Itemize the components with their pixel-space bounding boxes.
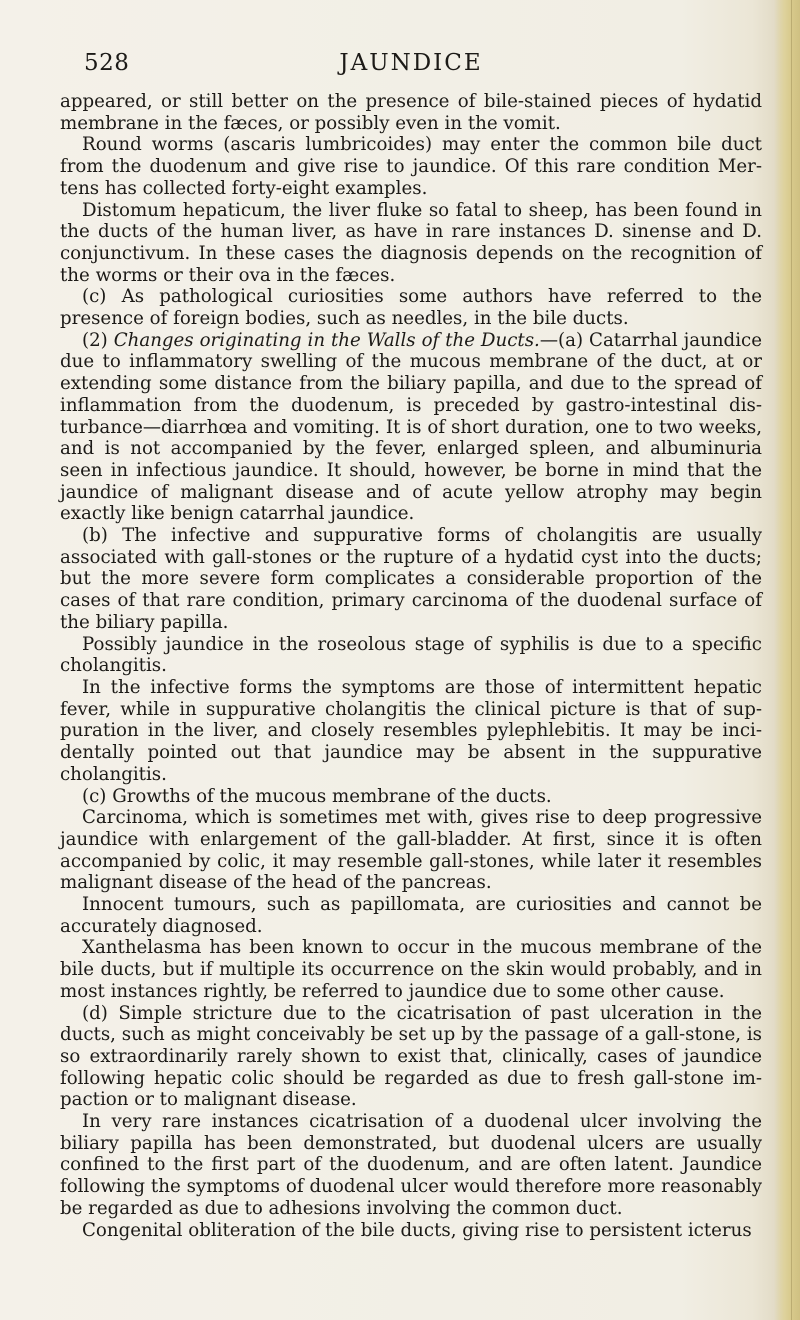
item-label: (c) xyxy=(82,785,107,807)
paragraph-growths: (c) Growths of the mucous membrane of the ducts. xyxy=(82,785,552,807)
paragraph-syphilis: Possibly jaundice in the roseolous stage of syphilis is due to a specific cholangitis. xyxy=(60,633,762,677)
page-number: 528 xyxy=(84,50,130,76)
section-heading: Changes originating in the Walls of the Ducts. xyxy=(113,329,540,351)
page-header xyxy=(60,50,762,80)
paragraph-infective-forms: In the infective forms the symptoms are those of intermittent hepatic fever, while in suppurative cholangitis the clinical picture is that of sup-puration in the liver, and closely resembles pylephlebitis. It may be inci-dentally pointed out that jaundice may be absent in the suppurative cholangitis. xyxy=(60,676,762,785)
item-label: —(a) xyxy=(539,329,584,351)
paragraph-xanthelasma: Xanthelasma has been known to occur in the mucous membrane of the bile ducts, but if multiple its occurrence on the skin would probably, and in most instances rightly, be referred to jaundice due to some other cause. xyxy=(60,937,762,1002)
item-label: (d) xyxy=(82,1002,108,1024)
item-label: (c) xyxy=(82,286,107,308)
page-edge-line xyxy=(791,0,792,1320)
paragraph-duct-wall-changes: (2) Changes originating in the Walls of the Ducts.—(a) Catarrhal jaundice due to inflammatory swelling of the mucous membrane of the duct, at or extending some distance from the biliary papilla, and due to the spread of inflammation from the duodenum, is preceded by gastro-intestinal dis-turbance—diarrhœa and vomiting. It is of short duration, one to two weeks, and is not accompanied by the fever, enlarged spleen, and albuminuria seen in infectious jaundice. It should, however, be borne in mind that the jaundice of malignant disease and of acute yellow atrophy may begin exactly like benign catarrhal jaundice. xyxy=(60,329,762,525)
running-title: JAUNDICE xyxy=(339,50,483,76)
item-label: (b) xyxy=(82,525,108,547)
paragraph-duodenal-ulcer: In very rare instances cicatrisation of a duodenal ulcer involving the biliary papilla has been demonstrated, but duodenal ulcers are usually confined to the first part of the duodenum, and are often latent. Jaundice following the symptoms of duodenal ulcer would therefore more reasonably be regarded as due to adhesions involving the common duct. xyxy=(60,1111,762,1219)
section-label: (2) xyxy=(82,329,108,351)
paragraph-round-worms: Round worms (ascaris lumbricoides) may enter the common bile duct from the duodenum and give rise to jaundice. Of this rare condition Mer-tens has collected forty-eight examples. xyxy=(60,134,762,199)
paragraph-cholangitis: (b) The infective and suppurative forms of cholangitis are usually associated with gall-stones or the rupture of a hydatid cyst into the ducts; but the more severe form complicates a considerable proportion of the cases of that rare condition, primary carcinoma of the duodenal surface of the biliary papilla. xyxy=(60,525,762,633)
page-edge-shadow xyxy=(774,0,800,1320)
body-text xyxy=(60,91,762,1241)
paragraph-hydatid-continuation: appeared, or still better on the presence of bile-stained pieces of hydatid membrane in the fæces, or possibly even in the vomit. xyxy=(60,91,762,134)
paragraph-distomum: Distomum hepaticum, the liver fluke so fatal to sheep, has been found in the ducts of the human liver, as have in rare instances D. sinense and D. conjunctivum. In these cases the diagnosis depends on the recognition of the worms or their ova in the fæces. xyxy=(60,199,762,286)
paragraph-stricture: (d) Simple stricture due to the cicatrisation of past ulceration in the ducts, such as might conceivably be set up by the passage of a gall-stone, is so extraordinarily rarely shown to exist that, clinically, cases of jaundice following hepatic colic should be regarded as due to fresh gall-stone im-paction or to malignant disease. xyxy=(60,1002,762,1111)
paragraph-innocent-tumours: Innocent tumours, such as papillomata, are curiosities and cannot be accurately diagnosed. xyxy=(60,894,762,937)
paragraph-foreign-bodies: (c) As pathological curiosities some authors have referred to the presence of foreign bodies, such as needles, in the bile ducts. xyxy=(60,286,762,330)
paragraph-congenital-obliteration: Congenital obliteration of the bile ducts, giving rise to persistent icterus xyxy=(82,1219,752,1241)
paragraph-carcinoma: Carcinoma, which is sometimes met with, gives rise to deep progressive jaundice with enlargement of the gall-bladder. At first, since it is often accompanied by colic, it may resemble gall-stones, while later it resembles malignant disease of the head of the pancreas. xyxy=(60,807,762,894)
